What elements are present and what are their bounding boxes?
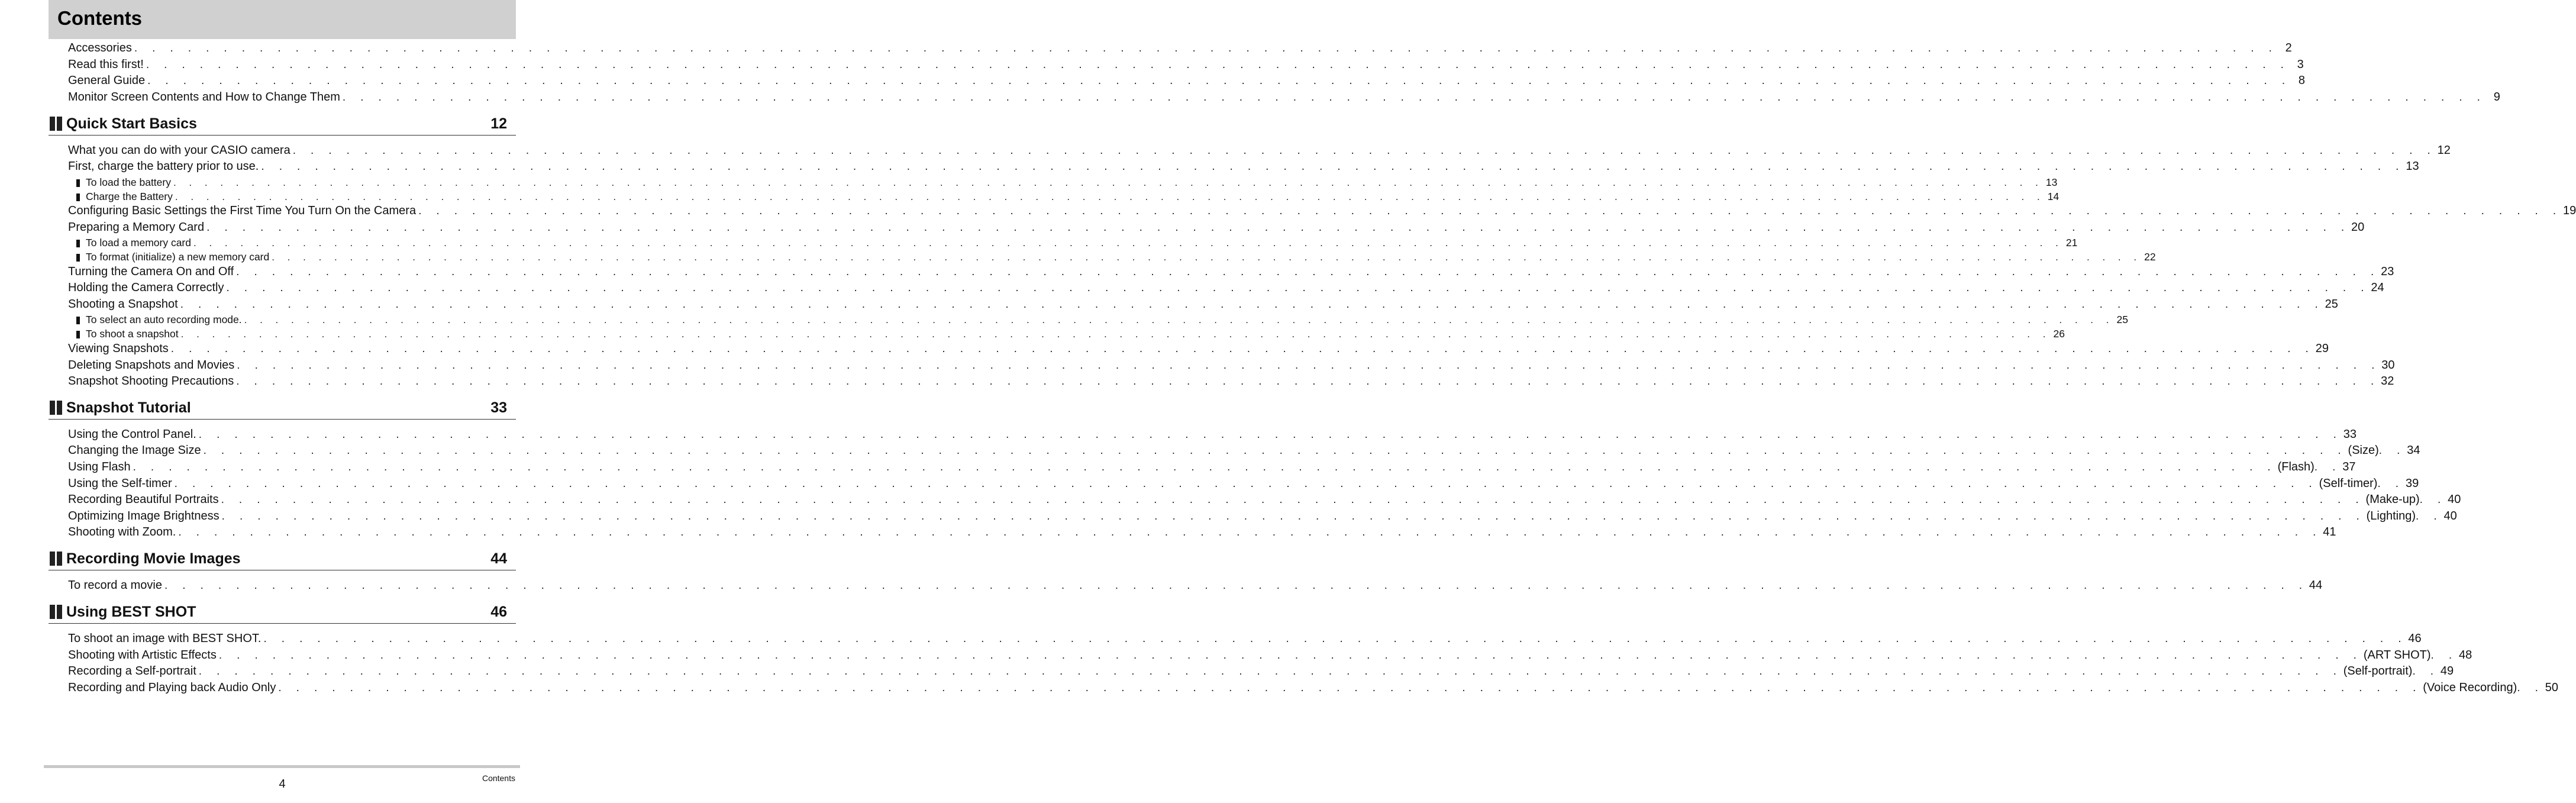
toc-entry-page: 21 [2065, 237, 2078, 249]
dot-leader: . . [2412, 665, 2439, 678]
section-marker-icon [50, 117, 63, 131]
toc-entry-label [68, 189, 175, 204]
toc-entry[interactable] [68, 280, 2384, 295]
toc-entry-page: 40 [2448, 493, 2461, 506]
toc-entry[interactable] [68, 680, 2558, 695]
toc-entry-mode: (Size) [2348, 444, 2379, 457]
toc-subentry[interactable] [68, 175, 2058, 189]
toc-entry-page: 46 [2408, 632, 2422, 645]
toc-entry-text: To format (initialize) a new memory card [86, 251, 270, 263]
toc-entry-page: 44 [2309, 579, 2323, 592]
toc-entry-label [68, 220, 206, 235]
section-heading[interactable] [49, 547, 516, 570]
dot-leader: . . . . . . . . . . . . . . . . . . . . . . . . . . . . . . . . . . . . . . . . . . . . . . . . . . . . . . . . . . . . . . . . . . . . . . . . . . . . . . . . . . . . . . . . . . . . . . . . . . . . . . . . . . . . . . . . . . . . . . . . [180, 328, 2051, 340]
toc-entry-label [68, 280, 226, 295]
toc-entry-page: 14 [2047, 191, 2059, 202]
toc-entry-mode: (Make-up) [2365, 493, 2420, 506]
toc-entry-page: 22 [2144, 251, 2156, 263]
toc-entry-page: 12 [2437, 144, 2451, 157]
dot-leader: . . . . . . . . . . . . . . . . . . . . . . . . . . . . . . . . . . . . . . . . . . . . . . . . . . . . . . . . . . . . . . . . . . . . . . . . . . . . . . . . . . . . . . . . . . . . . . . . . . . . . . . . . . . . . . . . . . . . . . . . [236, 266, 2380, 278]
toc-entry-label [68, 89, 343, 105]
dot-leader: . . [2430, 649, 2458, 662]
toc-entry-page: 30 [2381, 359, 2395, 372]
toc-entry-mode: (Lighting) [2366, 509, 2416, 523]
toc-entry[interactable] [68, 373, 2394, 389]
section-page: 44 [490, 550, 507, 567]
dot-leader: . . . . . . . . . . . . . . . . . . . . . . . . . . . . . . . . . . . . . . . . . . . . . . . . . . . . . . . . . . . . . . . . . . . . . . . . . . . . . . . . . . . . . . . . . . . . . . . . . . . . . . . . . . . . . . . . . . . . . . . . [175, 191, 2045, 202]
footer-divider [44, 765, 520, 768]
toc-entry-text: Optimizing Image Brightness [68, 509, 219, 523]
subentry-marker-icon [76, 179, 80, 187]
dot-leader: . . . . . . . . . . . . . . . . . . . . . . . . . . . . . . . . . . . . . . . . . . . . . . . . . . . . . . . . . . . . . . . . . . . . . . . . . . . . . . . . . . . . . . . . . . . . . . . . . . . . . . . . . . . . . . . . . . . . . . . . [221, 494, 2365, 506]
section-page: 12 [490, 115, 507, 132]
toc-entry-text: Changing the Image Size [68, 444, 201, 457]
toc-entry-label [68, 631, 263, 646]
toc-entry[interactable] [68, 427, 2357, 442]
toc-entry-text: Holding the Camera Correctly [68, 281, 224, 294]
dot-leader: . . . . . . . . . . . . . . . . . . . . . . . . . . . . . . . . . . . . . . . . . . . . . . . . . . . . . . . . . . . . . . . . . . . . . . . . . . . . . . . . . . . . . . . . . . . . . . . . . . . . . . . . . . . . . . . . . . . . . . . . [147, 75, 2291, 87]
toc-entry[interactable] [68, 492, 2461, 507]
toc-entry-page: 13 [2406, 160, 2419, 173]
toc-entry-text: Recording a Self-portrait [68, 665, 196, 678]
dot-leader: . . . . . . . . . . . . . . . . . . . . . . . . . . . . . . . . . . . . . . . . . . . . . . . . . . . . . . . . . . . . . . . . . . . . . . . . . . . . . . . . . . . . . . . . . . . . . . . . . . . . . . . . . . . . . . . . . . . . . . . . [133, 461, 2277, 473]
toc-entry-label [68, 492, 221, 507]
toc-entry-text: Turning the Camera On and Off [68, 265, 234, 278]
section-heading[interactable] [49, 396, 516, 420]
toc-entry[interactable] [68, 443, 2420, 458]
toc-entry-mode: (Self-timer) [2319, 477, 2378, 490]
toc-entry-label [68, 175, 173, 189]
toc-entry-page: 25 [2116, 314, 2128, 325]
toc-entry[interactable] [68, 508, 2457, 524]
subentry-marker-icon [76, 240, 80, 247]
toc-entry-text: What you can do with your CASIO camera [68, 144, 290, 157]
toc-entry-label [68, 40, 134, 56]
toc-entry-label [68, 427, 199, 442]
toc-entry[interactable] [68, 159, 2419, 174]
toc-entry-text: Accessories [68, 41, 132, 54]
toc-entry-page: 40 [2443, 509, 2457, 523]
dot-leader: . . . . . . . . . . . . . . . . . . . . . . . . . . . . . . . . . . . . . . . . . . . . . . . . . . . . . . . . . . . . . . . . . . . . . . . . . . . . . . . . . . . . . . . . . . . . . . . . . . . . . . . . . . . . . . . . . . . . . . . . [236, 375, 2380, 388]
toc-entry-page: 49 [2440, 665, 2454, 678]
toc-entry[interactable] [68, 341, 2329, 356]
toc-subentry[interactable] [68, 312, 2128, 327]
toc-entry-label [68, 57, 146, 72]
toc-entry-label [68, 203, 418, 218]
dot-leader: . . . . . . . . . . . . . . . . . . . . . . . . . . . . . . . . . . . . . . . . . . . . . . . . . . . . . . . . . . . . . . . . . . . . . . . . . . . . . . . . . . . . . . . . . . . . . . . . . . . . . . . . . . . . . . . . . . . . . . . . [198, 428, 2342, 441]
toc-entry-page: 13 [2045, 176, 2058, 188]
toc-subentry[interactable] [68, 250, 2156, 264]
toc-entry-text: Shooting with Artistic Effects [68, 649, 217, 662]
toc-entry-text: Using the Control Panel. [68, 428, 196, 441]
toc-entry-label [68, 236, 193, 250]
toc-entry-label [68, 159, 261, 174]
section-marker-icon [50, 552, 63, 566]
section-page: 33 [490, 399, 507, 416]
toc-entry-text: First, charge the battery prior to use. [68, 160, 259, 173]
title-band [49, 0, 516, 39]
dot-leader: . . . . . . . . . . . . . . . . . . . . . . . . . . . . . . . . . . . . . . . . . . . . . . . . . . . . . . . . . . . . . . . . . . . . . . . . . . . . . . . . . . . . . . . . . . . . . . . . . . . . . . . . . . . . . . . . . . . . . . . . [206, 221, 2351, 234]
toc-entry-label [68, 663, 199, 679]
dot-leader: . . . . . . . . . . . . . . . . . . . . . . . . . . . . . . . . . . . . . . . . . . . . . . . . . . . . . . . . . . . . . . . . . . . . . . . . . . . . . . . . . . . . . . . . . . . . . . . . . . . . . . . . . . . . . . . . . . . . . . . . [278, 682, 2422, 694]
dot-leader: . . . . . . . . . . . . . . . . . . . . . . . . . . . . . . . . . . . . . . . . . . . . . . . . . . . . . . . . . . . . . . . . . . . . . . . . . . . . . . . . . . . . . . . . . . . . . . . . . . . . . . . . . . . . . . . . . . . . . . . . [244, 314, 2114, 325]
dot-leader: . . . . . . . . . . . . . . . . . . . . . . . . . . . . . . . . . . . . . . . . . . . . . . . . . . . . . . . . . . . . . . . . . . . . . . . . . . . . . . . . . . . . . . . . . . . . . . . . . . . . . . . . . . . . . . . . . . . . . . . . [292, 144, 2436, 157]
dot-leader: . . . . . . . . . . . . . . . . . . . . . . . . . . . . . . . . . . . . . . . . . . . . . . . . . . . . . . . . . . . . . . . . . . . . . . . . . . . . . . . . . . . . . . . . . . . . . . . . . . . . . . . . . . . . . . . . . . . . . . . . [263, 633, 2407, 645]
toc-entry-text: Recording and Playing back Audio Only [68, 681, 276, 694]
toc-entry-page: 39 [2405, 477, 2419, 490]
toc-entry-page: 29 [2315, 342, 2329, 355]
toc-entry-label [68, 341, 171, 356]
toc-entry-text: Preparing a Memory Card [68, 221, 205, 234]
toc-entry-label [68, 264, 236, 279]
toc-entry-page: 19 [2563, 204, 2576, 217]
toc-entry[interactable] [68, 459, 2356, 475]
toc-entry[interactable] [68, 89, 2500, 105]
dot-leader: . . . . . . . . . . . . . . . . . . . . . . . . . . . . . . . . . . . . . . . . . . . . . . . . . . . . . . . . . . . . . . . . . . . . . . . . . . . . . . . . . . . . . . . . . . . . . . . . . . . . . . . . . . . . . . . . . . . . . . . . [198, 665, 2342, 678]
toc-entry[interactable] [68, 631, 2422, 646]
dot-leader: . . . . . . . . . . . . . . . . . . . . . . . . . . . . . . . . . . . . . . . . . . . . . . . . . . . . . . . . . . . . . . . . . . . . . . . . . . . . . . . . . . . . . . . . . . . . . . . . . . . . . . . . . . . . . . . . . . . . . . . . [170, 343, 2314, 355]
toc-entry-label [68, 578, 164, 593]
toc-entry-label [68, 296, 180, 312]
toc-subentry[interactable] [68, 189, 2059, 204]
toc-entry-text: To shoot a snapshot [86, 328, 179, 340]
toc-entry-text: Using the Self-timer [68, 477, 172, 490]
toc-entry-page: 20 [2351, 221, 2365, 234]
toc-entry-page: 2 [2285, 41, 2292, 54]
toc-entry-page: 34 [2407, 444, 2420, 457]
dot-leader: . . . . . . . . . . . . . . . . . . . . . . . . . . . . . . . . . . . . . . . . . . . . . . . . . . . . . . . . . . . . . . . . . . . . . . . . . . . . . . . . . . . . . . . . . . . . . . . . . . . . . . . . . . . . . . . . . . . . . . . . [237, 359, 2381, 372]
dot-leader: . . . . . . . . . . . . . . . . . . . . . . . . . . . . . . . . . . . . . . . . . . . . . . . . . . . . . . . . . . . . . . . . . . . . . . . . . . . . . . . . . . . . . . . . . . . . . . . . . . . . . . . . . . . . . . . . . . . . . . . . [193, 237, 2064, 249]
section-heading[interactable] [49, 601, 516, 624]
toc-entry-text: Shooting a Snapshot [68, 298, 178, 311]
toc-entry[interactable] [68, 663, 2454, 679]
dot-leader: . . [2378, 444, 2406, 457]
section-title: Quick Start Basics [66, 115, 197, 132]
toc-entry-page: 25 [2325, 298, 2338, 311]
toc-entry-text: Configuring Basic Settings the First Time You Turn On the Camera [68, 204, 417, 217]
section-title: Recording Movie Images [66, 550, 241, 567]
toc-entry-text: Monitor Screen Contents and How to Change Them [68, 91, 340, 104]
dot-leader: . . . . . . . . . . . . . . . . . . . . . . . . . . . . . . . . . . . . . . . . . . . . . . . . . . . . . . . . . . . . . . . . . . . . . . . . . . . . . . . . . . . . . . . . . . . . . . . . . . . . . . . . . . . . . . . . . . . . . . . . [261, 160, 2405, 173]
toc-entry-page: 41 [2323, 525, 2336, 538]
toc-entry-mode: (Voice Recording) [2423, 681, 2517, 694]
dot-leader: . . [2419, 494, 2447, 506]
section-page: 46 [490, 604, 507, 620]
section-heading[interactable] [49, 112, 516, 136]
dot-leader: . . . . . . . . . . . . . . . . . . . . . . . . . . . . . . . . . . . . . . . . . . . . . . . . . . . . . . . . . . . . . . . . . . . . . . . . . . . . . . . . . . . . . . . . . . . . . . . . . . . . . . . . . . . . . . . . . . . . . . . . [164, 579, 2308, 592]
subentry-marker-icon [76, 254, 80, 262]
toc-entry[interactable] [68, 264, 2394, 279]
toc-entry-page: 8 [2298, 74, 2306, 87]
toc-entry[interactable] [68, 220, 2365, 235]
dot-leader: . . . . . . . . . . . . . . . . . . . . . . . . . . . . . . . . . . . . . . . . . . . . . . . . . . . . . . . . . . . . . . . . . . . . . . . . . . . . . . . . . . . . . . . . . . . . . . . . . . . . . . . . . . . . . . . . . . . . . . . . [174, 478, 2318, 490]
dot-leader: . . [2517, 682, 2544, 694]
toc-entry-label [68, 250, 272, 264]
toc-entry-label [68, 143, 293, 158]
toc-entry-text: To load a memory card [86, 237, 191, 249]
section-marker-icon [50, 401, 63, 415]
footer-page-number: 4 [279, 778, 286, 791]
subentry-marker-icon [76, 194, 80, 201]
toc-entry-page: 50 [2545, 681, 2558, 694]
dot-leader: . . . . . . . . . . . . . . . . . . . . . . . . . . . . . . . . . . . . . . . . . . . . . . . . . . . . . . . . . . . . . . . . . . . . . . . . . . . . . . . . . . . . . . . . . . . . . . . . . . . . . . . . . . . . . . . . . . . . . . . . [203, 444, 2347, 457]
toc-entry-text: Snapshot Shooting Precautions [68, 375, 234, 388]
toc-entry-label [68, 373, 236, 389]
dot-leader: . . [2377, 478, 2404, 490]
dot-leader: . . [2416, 510, 2443, 523]
toc-entry[interactable] [68, 524, 2336, 540]
toc-entry-label [68, 312, 244, 327]
toc-entry-label [68, 327, 181, 341]
toc-entry-text: Viewing Snapshots [68, 342, 169, 355]
dot-leader: . . . . . . . . . . . . . . . . . . . . . . . . . . . . . . . . . . . . . . . . . . . . . . . . . . . . . . . . . . . . . . . . . . . . . . . . . . . . . . . . . . . . . . . . . . . . . . . . . . . . . . . . . . . . . . . . . . . . . . . . [134, 42, 2278, 54]
dot-leader: . . . . . . . . . . . . . . . . . . . . . . . . . . . . . . . . . . . . . . . . . . . . . . . . . . . . . . . . . . . . . . . . . . . . . . . . . . . . . . . . . . . . . . . . . . . . . . . . . . . . . . . . . . . . . . . . . . . . . . . . [178, 526, 2322, 538]
section-marker-icon [50, 605, 63, 619]
dot-leader: . . [2314, 461, 2342, 473]
toc-entry-page: 24 [2371, 281, 2384, 294]
toc-subentry[interactable] [68, 327, 2065, 341]
dot-leader: . . . . . . . . . . . . . . . . . . . . . . . . . . . . . . . . . . . . . . . . . . . . . . . . . . . . . . . . . . . . . . . . . . . . . . . . . . . . . . . . . . . . . . . . . . . . . . . . . . . . . . . . . . . . . . . . . . . . . . . . [342, 91, 2486, 104]
page-title: Contents [57, 7, 142, 29]
toc-entry-text: To load the battery [86, 176, 171, 188]
toc-entry-text: Using Flash [68, 460, 131, 473]
toc-entry[interactable] [68, 73, 2306, 88]
toc-entry-mode: (Flash) [2277, 460, 2314, 473]
toc-entry-page: 33 [2343, 428, 2357, 441]
toc-entry-label [68, 647, 219, 663]
dot-leader: . . . . . . . . . . . . . . . . . . . . . . . . . . . . . . . . . . . . . . . . . . . . . . . . . . . . . . . . . . . . . . . . . . . . . . . . . . . . . . . . . . . . . . . . . . . . . . . . . . . . . . . . . . . . . . . . . . . . . . . . [146, 59, 2290, 71]
toc-entry-text: Deleting Snapshots and Movies [68, 359, 235, 372]
toc-entry-text: Charge the Battery [86, 191, 173, 202]
toc-entry[interactable] [68, 296, 2338, 312]
subentry-marker-icon [76, 331, 80, 338]
toc-entry-label [68, 508, 222, 524]
dot-leader: . . . . . . . . . . . . . . . . . . . . . . . . . . . . . . . . . . . . . . . . . . . . . . . . . . . . . . . . . . . . . . . . . . . . . . . . . . . . . . . . . . . . . . . . . . . . . . . . . . . . . . . . . . . . . . . . . . . . . . . . [180, 298, 2324, 311]
dot-leader: . . . . . . . . . . . . . . . . . . . . . . . . . . . . . . . . . . . . . . . . . . . . . . . . . . . . . . . . . . . . . . . . . . . . . . . . . . . . . . . . . . . . . . . . . . . . . . . . . . . . . . . . . . . . . . . . . . . . . . . . [272, 251, 2142, 263]
toc-entry[interactable] [68, 647, 2472, 663]
dot-leader: . . . . . . . . . . . . . . . . . . . . . . . . . . . . . . . . . . . . . . . . . . . . . . . . . . . . . . . . . . . . . . . . . . . . . . . . . . . . . . . . . . . . . . . . . . . . . . . . . . . . . . . . . . . . . . . . . . . . . . . . [218, 649, 2362, 662]
toc-entry[interactable] [68, 476, 2419, 491]
toc-entry-page: 32 [2381, 375, 2394, 388]
toc-entry-label [68, 73, 147, 88]
toc-entry-text: General Guide [68, 74, 146, 87]
toc-entry-page: 23 [2381, 265, 2394, 278]
dot-leader: . . . . . . . . . . . . . . . . . . . . . . . . . . . . . . . . . . . . . . . . . . . . . . . . . . . . . . . . . . . . . . . . . . . . . . . . . . . . . . . . . . . . . . . . . . . . . . . . . . . . . . . . . . . . . . . . . . . . . . . . [226, 282, 2370, 294]
section-title: Using BEST SHOT [66, 604, 196, 620]
footer-section-label: Contents [482, 773, 515, 783]
toc-entry[interactable] [68, 143, 2451, 158]
toc-subentry[interactable] [68, 236, 2078, 250]
toc-entry-text: To select an auto recording mode. [86, 314, 242, 325]
toc-entry-page: 37 [2342, 460, 2356, 473]
toc-entry[interactable] [68, 57, 2304, 72]
toc-entry-text: To record a movie [68, 579, 162, 592]
toc-entry[interactable] [68, 357, 2395, 373]
toc-entry-label [68, 476, 175, 491]
toc-entry-page: 3 [2297, 58, 2304, 71]
toc-entry[interactable] [68, 578, 2323, 593]
toc-entry-mode: (ART SHOT) [2363, 649, 2431, 662]
dot-leader: . . . . . . . . . . . . . . . . . . . . . . . . . . . . . . . . . . . . . . . . . . . . . . . . . . . . . . . . . . . . . . . . . . . . . . . . . . . . . . . . . . . . . . . . . . . . . . . . . . . . . . . . . . . . . . . . . . . . . . . . [173, 177, 2044, 188]
toc-entry-page: 48 [2459, 649, 2472, 662]
toc-entry-text: Shooting with Zoom. [68, 525, 176, 538]
toc-entry-text: To shoot an image with BEST SHOT. [68, 632, 262, 645]
toc-entry-label [68, 680, 278, 695]
subentry-marker-icon [76, 317, 80, 324]
toc-entry-page: 26 [2053, 328, 2065, 340]
toc-entry[interactable] [68, 40, 2292, 56]
toc-entry[interactable] [68, 203, 2576, 218]
toc-entry-label [68, 524, 178, 540]
toc-entry-label [68, 357, 237, 373]
toc-entry-page: 9 [2493, 91, 2500, 104]
toc-entry-text: Recording Beautiful Portraits [68, 493, 219, 506]
toc-entry-mode: (Self-portrait) [2343, 665, 2413, 678]
toc-entry-label [68, 459, 133, 475]
section-title: Snapshot Tutorial [66, 399, 191, 416]
toc-entry-text: Read this first! [68, 58, 144, 71]
toc-entry-label [68, 443, 204, 458]
dot-leader: . . . . . . . . . . . . . . . . . . . . . . . . . . . . . . . . . . . . . . . . . . . . . . . . . . . . . . . . . . . . . . . . . . . . . . . . . . . . . . . . . . . . . . . . . . . . . . . . . . . . . . . . . . . . . . . . . . . . . . . . [418, 205, 2562, 217]
dot-leader: . . . . . . . . . . . . . . . . . . . . . . . . . . . . . . . . . . . . . . . . . . . . . . . . . . . . . . . . . . . . . . . . . . . . . . . . . . . . . . . . . . . . . . . . . . . . . . . . . . . . . . . . . . . . . . . . . . . . . . . . [221, 510, 2365, 523]
